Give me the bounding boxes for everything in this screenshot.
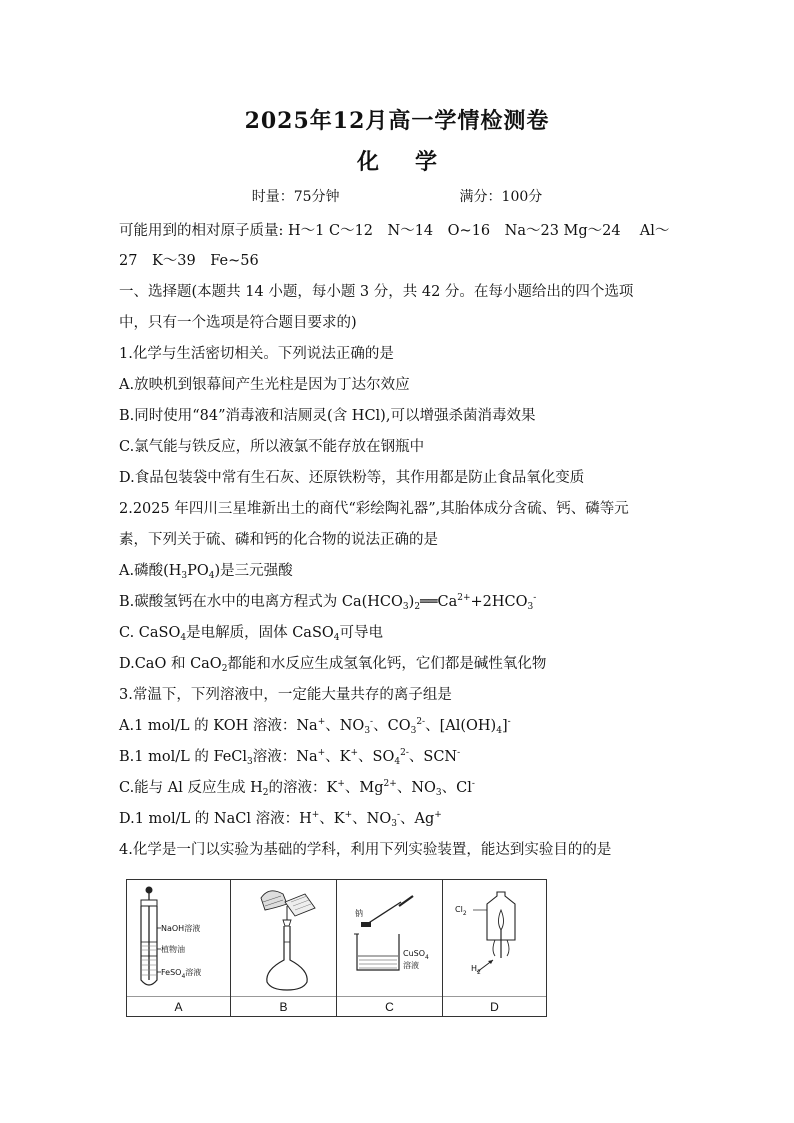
q1-option-b: B.同时使用“84”消毒液和洁厕灵(含 HCl),可以增强杀菌消毒效果 [119, 408, 536, 424]
q2-stem-line-1: 2.2025 年四川三星堆新出土的商代“彩绘陶礼器”,其胎体成分含硫、钙、磷等元 [119, 501, 629, 517]
q1-option-a: A.放映机到银幕间产生光柱是因为丁达尔效应 [119, 377, 410, 393]
label-naoh: NaOH溶液 [161, 924, 201, 933]
q2-option-c: C. CaSO$_4$是电解质，固体 CaSO$_4$可导电 [119, 625, 383, 643]
volumetric-flask-diagram [231, 880, 337, 996]
q2-option-d: D.CaO 和 CaO$_2$都能和水反应生成氢氧化钙，它们都是碱性氧化物 [119, 656, 547, 674]
label-cl2: $Cl_2$ [455, 905, 467, 917]
q2-option-b: B.碳酸氢钙在水中的电离方程式为 $Ca(HCO_3)_2══Ca^{2+}+2HCO_3^-$ [119, 593, 537, 612]
page-title: 2025年12月高一学情检测卷 [244, 108, 550, 134]
label-h2: $H_2$ [471, 964, 481, 976]
gas-burning-diagram [443, 880, 546, 996]
atomic-masses-line-1: 可能用到的相对原子质量: H～1 C～12 N～14 O~16 Na～23 Mg～24 Al～ [119, 223, 670, 239]
apparatus-b-label: B [279, 1000, 288, 1014]
atomic-masses-line-2: 27 K～39 Fe~56 [119, 253, 259, 269]
apparatus-a-label: A [174, 1000, 183, 1014]
label-solution: 溶液 [403, 961, 419, 970]
label-cuso4: CuSO$_4$ [403, 949, 429, 961]
apparatus-c [337, 880, 443, 1016]
q1-option-d: D.食品包装袋中常有生石灰、还原铁粉等，其作用都是防止食品氧化变质 [119, 470, 585, 486]
label-feso4: FeSO$_4$溶液 [161, 968, 202, 980]
label-oil: 植物油 [161, 945, 185, 954]
q3-option-b: B.1 mol/L 的 FeCl$_3$溶液：Na+、K+、$SO_4^{2-}$、SCN- [119, 748, 461, 767]
q4-stem: 4.化学是一门以实验为基础的学科，利用下列实验装置，能达到实验目的的是 [119, 842, 612, 858]
subject-char-1: 化 [356, 149, 379, 175]
q3-option-d: D.1 mol/L 的 NaCl 溶液：H+、K+、$NO_3^-$、Ag+ [119, 810, 442, 829]
q2-option-a: A.磷酸$(H_3PO_4)$是三元强酸 [119, 563, 293, 581]
subject-char-2: 学 [415, 149, 438, 175]
apparatus-a [127, 880, 231, 1016]
q3-option-c: C.能与 Al 反应生成 $H_2$的溶液：K+、$Mg^{2+}$、$NO_3$、Cl- [119, 779, 475, 798]
exam-meta [0, 186, 794, 206]
section-heading-line-2: 中，只有一个选项是符合题目要求的) [119, 315, 357, 331]
beaker-diagram [337, 880, 443, 996]
q1-stem: 1.化学与生活密切相关。下列说法正确的是 [119, 346, 394, 362]
apparatus-c-label: C [385, 1000, 394, 1014]
apparatus-d [443, 880, 546, 1016]
apparatus-figure [126, 879, 547, 1017]
q2-stem-line-2: 素，下列关于硫、磷和钙的化合物的说法正确的是 [119, 532, 438, 548]
apparatus-d-label: D [490, 1000, 499, 1014]
q3-option-a: A.1 mol/L 的 KOH 溶液：Na+、$NO_3^-$、$CO_3^{2-}$、$[Al(OH)_4]^-$ [119, 717, 511, 736]
subject-title [0, 145, 794, 176]
apparatus-b [231, 880, 337, 1016]
q3-stem: 3.常温下，下列溶液中，一定能大量共存的离子组是 [119, 687, 452, 703]
section-heading-line-1: 一、选择题(本题共 14 小题，每小题 3 分，共 42 分。在每小题给出的四个选项 [119, 284, 634, 300]
exam-score: 满分：100分 [459, 189, 543, 205]
exam-time: 时量：75分钟 [251, 189, 340, 205]
q1-option-c: C.氯气能与铁反应，所以液氯不能存放在钢瓶中 [119, 439, 425, 455]
label-sodium: 钠 [355, 909, 363, 918]
